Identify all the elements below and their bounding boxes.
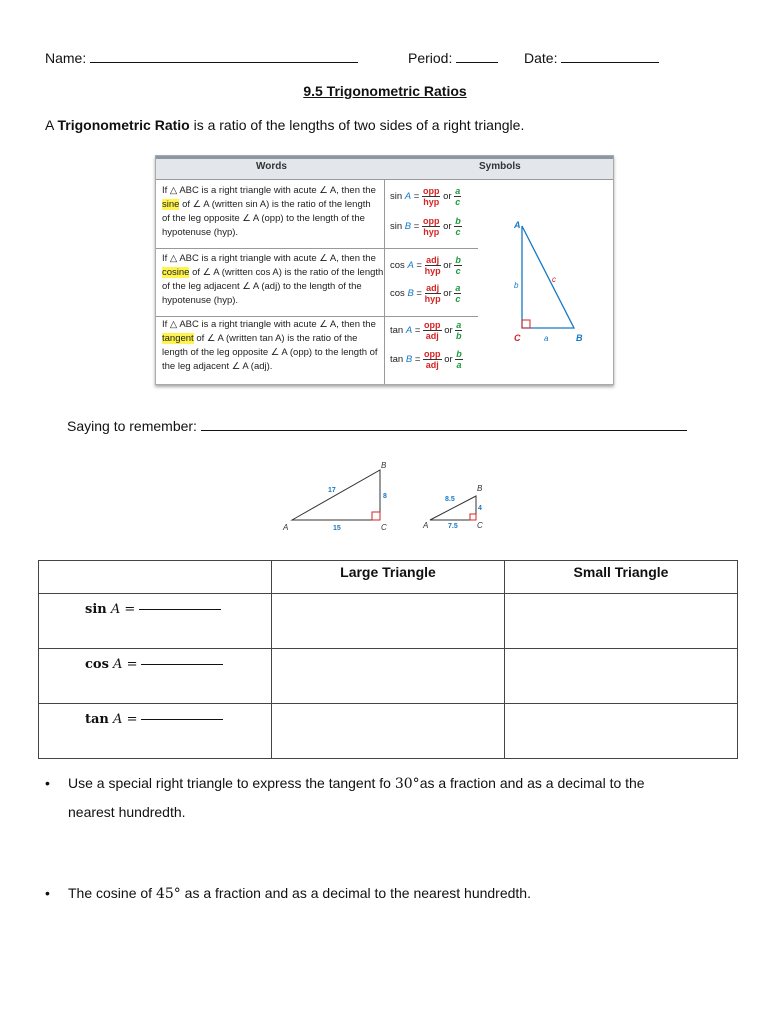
den-c: c — [455, 294, 461, 304]
answer-table — [38, 560, 738, 759]
bullet-2-angle: 45° — [155, 886, 181, 902]
large-right-angle — [372, 512, 380, 520]
bullet-1-angle: 30° — [394, 776, 420, 792]
fn-cos: cos — [85, 657, 109, 672]
bullet-2-pre: The cosine of — [68, 885, 156, 901]
bullet-dot: • — [45, 885, 50, 901]
fn-sin: sin — [85, 602, 107, 617]
fn-cos: cos — [390, 288, 405, 300]
bullet-tangent-30 — [45, 769, 735, 826]
num-b: b — [456, 349, 462, 359]
highlight-cosine: cosine — [162, 267, 190, 278]
fn-sin: sin — [390, 191, 403, 203]
col-words: Words — [256, 161, 287, 172]
num-a: a — [456, 320, 462, 330]
var-b: B — [404, 221, 412, 233]
definition-prefix: A — [45, 117, 58, 133]
eq: = — [414, 325, 421, 337]
or: or — [443, 191, 452, 203]
right-angle-mark — [522, 320, 530, 328]
den-adj: adj — [425, 331, 439, 341]
eq: = — [126, 657, 138, 672]
small-right-angle — [470, 514, 476, 520]
row-tangent-post: of ∠ A (written tan A) is the ratio of the length of the leg opposite ∠ A (opp) to the length of the leg adjacent ∠ A (adj). — [162, 333, 378, 372]
period-field[interactable] — [408, 48, 498, 66]
row-label-cos — [39, 649, 272, 704]
definition-rest: is a ratio of the lengths of two sides of a right triangle. — [189, 117, 525, 133]
tan-large-cell[interactable] — [272, 704, 505, 759]
den-c: c — [455, 227, 461, 237]
num-opp: opp — [424, 349, 441, 359]
small-label-B: B — [477, 484, 483, 493]
den-hyp: hyp — [423, 197, 440, 207]
sin-small-cell[interactable] — [505, 594, 738, 649]
var-a: A — [405, 325, 413, 337]
cos-fraction-blank[interactable] — [141, 664, 223, 665]
reference-triangle — [522, 226, 574, 328]
saying-field[interactable] — [67, 416, 687, 434]
or: or — [444, 354, 453, 366]
date-label: Date: — [524, 50, 558, 66]
or: or — [443, 221, 452, 233]
fn-tan: tan — [390, 354, 404, 366]
var-b: B — [405, 354, 413, 366]
definition-term: Trigonometric Ratio — [57, 117, 190, 133]
definition — [45, 117, 524, 133]
formula-tan-b — [390, 349, 463, 370]
formula-tan-a — [390, 320, 462, 341]
divider-row-1 — [156, 248, 478, 249]
cos-large-cell[interactable] — [272, 649, 505, 704]
small-label-C: C — [477, 521, 483, 530]
eq: = — [124, 602, 136, 617]
den-b: b — [456, 331, 462, 341]
bullet-1-post: as a fraction and as a decimal to the — [419, 775, 645, 791]
var-a: A — [110, 602, 121, 617]
highlight-sine: sine — [162, 199, 180, 210]
col-symbols: Symbols — [479, 161, 521, 172]
eq: = — [414, 354, 421, 366]
or: or — [443, 260, 452, 272]
den-hyp: hyp — [423, 227, 440, 237]
num-a: a — [455, 186, 461, 196]
tan-fraction-blank[interactable] — [141, 719, 223, 720]
fn-cos: cos — [390, 260, 405, 272]
row-tangent-pre: If △ ABC is a right triangle with acute ∠ A, then the — [162, 319, 376, 330]
formula-sin-b — [390, 216, 462, 237]
triangles-figure — [280, 458, 490, 538]
num-opp: opp — [422, 216, 440, 226]
cos-small-cell[interactable] — [505, 649, 738, 704]
row-sine-pre: If △ ABC is a right triangle with acute ∠ A, then the — [162, 185, 376, 196]
den-adj: adj — [425, 360, 439, 370]
small-opp-value: 4 — [478, 505, 482, 512]
large-opp-value: 8 — [383, 493, 387, 500]
den-a: a — [456, 360, 462, 370]
page-title: 9.5 Trigonometric Ratios — [303, 83, 467, 99]
bullet-cosine-45 — [45, 879, 735, 908]
num-a: a — [455, 283, 461, 293]
den-hyp: hyp — [424, 294, 441, 304]
row-sine-post: of ∠ A (written sin A) is the ratio of the length of the leg opposite ∠ A (opp) to the length of the hypotenuse (hyp). — [162, 199, 371, 238]
large-label-C: C — [381, 523, 387, 532]
row-cosine-post: of ∠ A (written cos A) is the ratio of the length of the leg adjacent ∠ A (adj) to the length of the hypotenuse (hyp). — [162, 267, 384, 306]
highlight-tangent: tangent — [162, 333, 194, 344]
row-cosine-text — [162, 252, 384, 308]
row-cosine-pre: If △ ABC is a right triangle with acute ∠ A, then the — [162, 253, 376, 264]
small-adj-value: 7.5 — [448, 523, 458, 530]
row-sine-text — [162, 184, 380, 240]
var-b: B — [407, 288, 414, 300]
tri-label-B: B — [576, 333, 583, 343]
name-field[interactable] — [45, 48, 358, 66]
header-large-triangle: Large Triangle — [272, 561, 505, 594]
den-c: c — [455, 266, 461, 276]
large-hyp-value: 17 — [328, 487, 336, 494]
num-adj: adj — [426, 283, 440, 293]
table-row — [39, 649, 738, 704]
saying-label: Saying to remember: — [67, 418, 197, 434]
answer-table-header — [39, 561, 738, 594]
large-label-B: B — [381, 461, 387, 470]
tri-label-C: C — [514, 333, 521, 343]
row-label-sin — [39, 594, 272, 649]
small-label-A: A — [423, 521, 429, 530]
tri-side-c: c — [552, 275, 556, 284]
num-opp: opp — [422, 186, 440, 196]
row-tangent-text — [162, 318, 380, 374]
table-row — [39, 704, 738, 759]
name-label: Name: — [45, 50, 87, 66]
den-hyp: hyp — [424, 266, 441, 276]
eq: = — [416, 260, 422, 272]
period-label: Period: — [408, 50, 453, 66]
large-label-A: A — [283, 523, 289, 532]
num-opp: opp — [424, 320, 441, 330]
formula-cos-a — [390, 255, 462, 276]
date-field[interactable] — [524, 48, 659, 66]
name-blank[interactable] — [90, 48, 358, 63]
or: or — [444, 325, 453, 337]
divider-vertical — [384, 179, 385, 384]
bullet-1-pre: Use a special right triangle to express the tangent fo — [68, 775, 395, 791]
num-b: b — [455, 255, 461, 265]
fn-tan: tan — [85, 712, 109, 727]
or: or — [443, 288, 452, 300]
eq: = — [126, 712, 138, 727]
header-small-triangle: Small Triangle — [505, 561, 738, 594]
eq: = — [416, 288, 422, 300]
formula-cos-b — [390, 283, 461, 304]
formula-sin-a — [390, 186, 461, 207]
tri-side-a: a — [544, 334, 549, 343]
eq: = — [413, 221, 420, 233]
tan-small-cell[interactable] — [505, 704, 738, 759]
fn-sin: sin — [390, 221, 403, 233]
var-a: A — [113, 712, 123, 727]
large-triangle — [282, 461, 387, 532]
large-adj-value: 15 — [333, 525, 341, 532]
var-a: A — [404, 191, 412, 203]
divider-row-2 — [156, 316, 478, 317]
tri-label-A: A — [514, 220, 521, 230]
den-c: c — [455, 197, 461, 207]
table-row — [39, 594, 738, 649]
header-blank — [39, 561, 272, 594]
period-blank[interactable] — [456, 48, 498, 63]
sin-large-cell[interactable] — [272, 594, 505, 649]
reference-triangle-diagram — [494, 216, 594, 346]
date-blank[interactable] — [561, 48, 659, 63]
reference-table-header — [156, 156, 613, 180]
bullet-2-post: as a fraction and as a decimal to the nearest hundredth. — [180, 885, 531, 901]
tri-side-b: b — [514, 281, 519, 290]
var-a: A — [113, 657, 123, 672]
sin-fraction-blank[interactable] — [139, 609, 221, 610]
reference-table — [155, 155, 614, 385]
bullet-dot: • — [45, 775, 50, 791]
small-triangle — [422, 484, 483, 530]
fn-tan: tan — [390, 325, 404, 337]
small-hyp-value: 8.5 — [445, 496, 455, 503]
num-adj: adj — [426, 255, 440, 265]
row-label-tan — [39, 704, 272, 759]
saying-blank[interactable] — [201, 416, 687, 431]
var-a: A — [407, 260, 414, 272]
eq: = — [413, 191, 420, 203]
bullet-1-line2: nearest hundredth. — [68, 804, 186, 820]
num-b: b — [455, 216, 461, 226]
